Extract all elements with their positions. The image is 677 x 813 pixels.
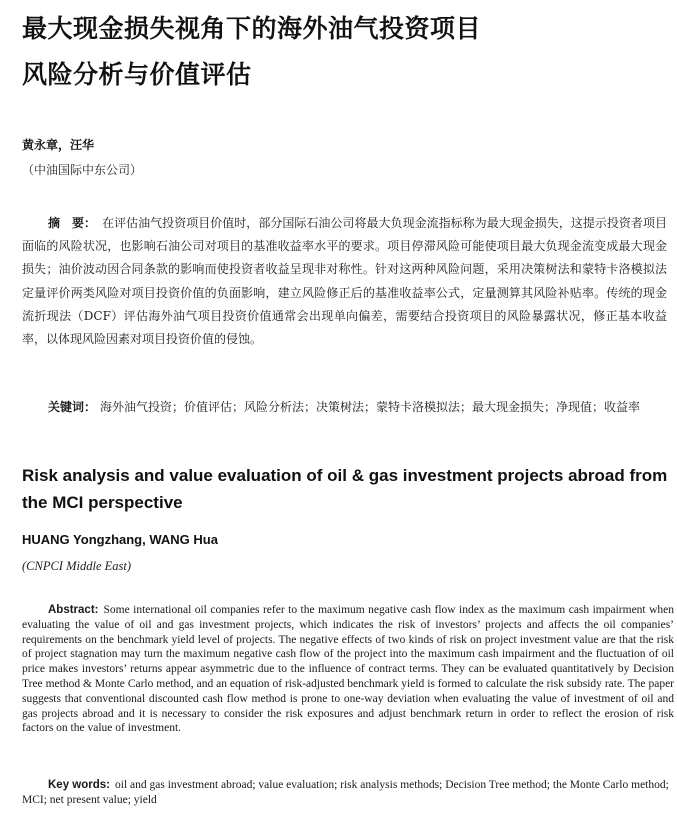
chinese-abstract — [22, 212, 667, 351]
chinese-abstract-label: 摘 要： — [48, 216, 97, 230]
english-keywords-label: Key words: — [48, 779, 110, 791]
english-keywords — [22, 778, 674, 808]
english-abstract-text: Some international oil companies refer to the maximum negative cash flow index as the maximum cash impairment when evaluating the value of oil and gas investment projects, which indicates the risk of investors’ projects and affects the oil companies’ requirements on the benchmark yield level of projects. The negative effects of two kinds of risk on project investment value are that the risk of project stagnation may turn the maximum negative cash flow of the project into the maximum cash impairment and the fluctuation of oil price makes investors’ returns appear asymmetric due to the influence of contract terms. They can be evaluated quantitatively by Decision Tree method & Monte Carlo method, and an equation of risk-adjusted benchmark yield is formed to calculate the risk subsidy rate. The paper suggests that conventional discounted cash flow method is prone to one-way deviation when evaluating the value of investment of oil and gas projects abroad and it is necessary to consider the risk exposures and adjust benchmark return in order to reflect the erosion of risk factors on the value of investment. — [22, 604, 674, 735]
chinese-authors: 黄永章，汪华 — [22, 138, 95, 152]
chinese-keywords-text: 海外油气投资；价值评估；风险分析法；决策树法；蒙特卡洛模拟法；最大现金损失；净现值；收益率 — [100, 400, 641, 414]
chinese-keywords — [22, 396, 667, 419]
english-authors: HUANG Yongzhang, WANG Hua — [22, 532, 218, 547]
chinese-title-line-1: 最大现金损失视角下的海外油气投资项目 — [22, 14, 482, 43]
english-abstract-label: Abstract: — [48, 604, 99, 616]
english-keywords-text: oil and gas investment abroad; value evaluation; risk analysis methods; Decision Tree method; the Monte Carlo method; MCI; net present value; yield — [22, 779, 669, 806]
chinese-keywords-label: 关键词： — [48, 400, 97, 414]
chinese-affiliation: （中油国际中东公司） — [22, 163, 143, 177]
english-affiliation: (CNPCI Middle East) — [22, 559, 132, 573]
chinese-abstract-text: 在评估油气投资项目价值时，部分国际石油公司将最大负现金流指标称为最大现金损失，这提示投资者项目面临的风险状况，也影响石油公司对项目的基准收益率水平的要求。项目停滞风险可能使项目最大负现金流变成最大现金损失；油价波动因合同条款的影响而使投资者收益呈现非对称性。针对这两种风险问题，采用决策树法和蒙特卡洛模拟法定量评价两类风险对项目投资价值的负面影响，建立风险修正后的基准收益率公式，定量测算其风险补贴率。传统的现金流折现法（DCF）评估海外油气项目投资价值通常会出现单向偏差，需要结合投资项目的风险暴露状况，修正基本收益率，以体现风险因素对项目投资价值的侵蚀。 — [22, 216, 667, 347]
english-abstract — [22, 603, 674, 736]
chinese-title-line-2: 风险分析与价值评估 — [22, 60, 252, 89]
chinese-title — [22, 6, 662, 98]
english-title: Risk analysis and value evaluation of oil & gas investment projects abroad from the MCI perspective — [22, 466, 668, 512]
